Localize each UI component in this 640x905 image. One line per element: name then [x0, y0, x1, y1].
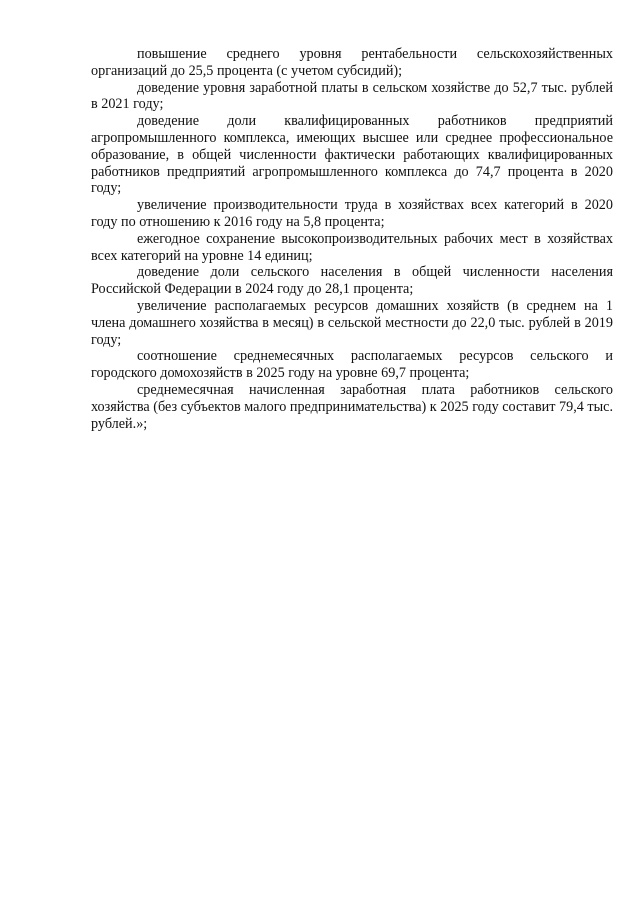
- paragraph-high-productivity-jobs: ежегодное сохранение высокопроизводительных рабочих мест в хозяйствах всех категорий на уровне 14 единиц;: [91, 230, 613, 264]
- paragraph-qualified-workers: доведение доли квалифицированных работников предприятий агропромышленного комплекса, имеющих высшее или среднее профессиональное образование, в общей численности фактически работающих квалифицированных работников предприятий агропромышленного комплекса до 74,7 процента в 2020 году;: [91, 113, 613, 197]
- paragraph-profitability: повышение среднего уровня рентабельности сельскохозяйственных организаций до 25,5 процента (с учетом субсидий);: [91, 46, 613, 79]
- document-body: [91, 46, 613, 432]
- paragraph-rural-urban-ratio: соотношение среднемесячных располагаемых ресурсов сельского и городского домохозяйств в 2025 году на уровне 69,7 процента;: [91, 348, 613, 382]
- paragraph-household-resources: увеличение располагаемых ресурсов домашних хозяйств (в среднем на 1 члена домашнего хозяйства в месяц) в сельской местности до 22,0 тыс. рублей в 2019 году;: [91, 297, 613, 348]
- paragraph-labor-productivity: увеличение производительности труда в хозяйствах всех категорий в 2020 году по отношению к 2016 году на 5,8 процента;: [91, 197, 613, 230]
- paragraph-wages-2021: доведение уровня заработной платы в сельском хозяйстве до 52,7 тыс. рублей в 2021 году;: [91, 79, 613, 113]
- paragraph-average-wage-2025: среднемесячная начисленная заработная плата работников сельского хозяйства (без субъектов малого предпринимательства) к 2025 году составит 79,4 тыс. рублей.»;: [91, 381, 613, 432]
- paragraph-rural-population-share: доведение доли сельского населения в общей численности населения Российской Федерации в 2024 году до 28,1 процента;: [91, 264, 613, 298]
